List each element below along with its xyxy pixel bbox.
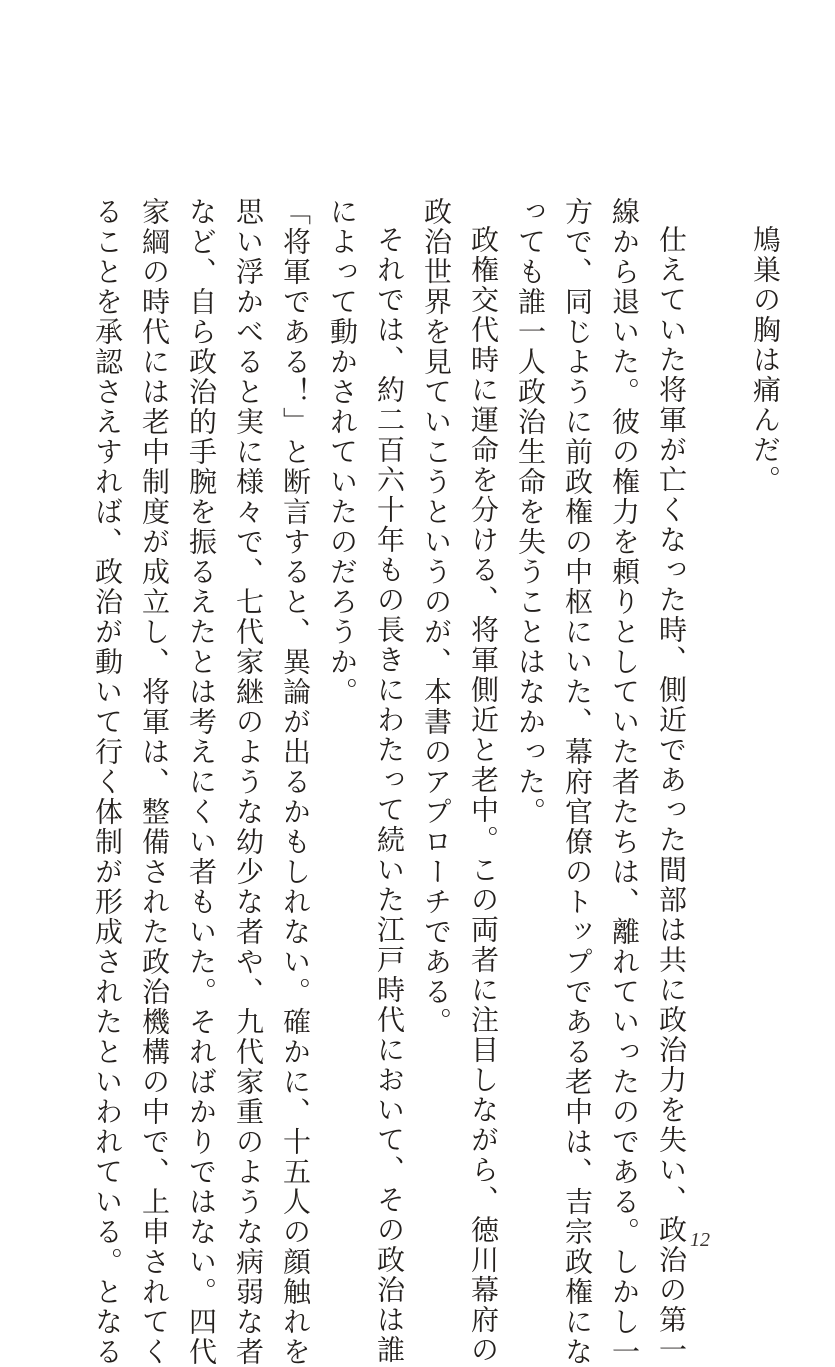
text-line: 家綱の時代には老中制度が成立し、将軍は、整備された政治機構の中で、上申されてく: [138, 197, 171, 1367]
text-line: っても誰一人政治生命を失うことはなかった。: [514, 197, 547, 827]
text-line: ることを承認さえすれば、政治が動いて行く体制が形成されたといわれている。となる: [91, 197, 124, 1367]
text-line: 方で、同じように前政権の中枢にいた、幕府官僚のトップである老中は、吉宗政権にな: [561, 197, 594, 1367]
text-line: 思い浮かべると実に様々で、七代家継のような幼少な者や、九代家重のような病弱な者: [232, 197, 265, 1367]
text-line: 政治世界を見ていこうというのが、本書のアプローチである。: [420, 197, 453, 1037]
text-line: 線から退いた。彼の権力を頼りとしていた者たちは、離れていったのである。しかし一: [608, 197, 641, 1367]
page-number: 12: [690, 1229, 710, 1251]
text-line: 「将軍である！」と断言すると、異論が出るかもしれない。確かに、十五人の顔触れを: [279, 197, 312, 1367]
text-line: 政権交代時に運命を分ける、将軍側近と老中。この両者に注目しながら、徳川幕府の: [467, 225, 500, 1365]
text-line: によって動かされていたのだろうか。: [326, 197, 359, 707]
text-line: それでは、約二百六十年もの長きにわたって続いた江戸時代において、その政治は誰: [373, 225, 406, 1365]
blank-line: [695, 197, 742, 1207]
text-line: 鳩巣の胸は痛んだ。: [749, 225, 782, 495]
text-line: など、自ら政治的手腕を振るえたとは考えにくい者もいた。そればかりではない。四代: [185, 197, 218, 1367]
text-line: 仕えていた将軍が亡くなった時、側近であった間部は共に政治力を失い、政治の第一: [655, 225, 688, 1365]
